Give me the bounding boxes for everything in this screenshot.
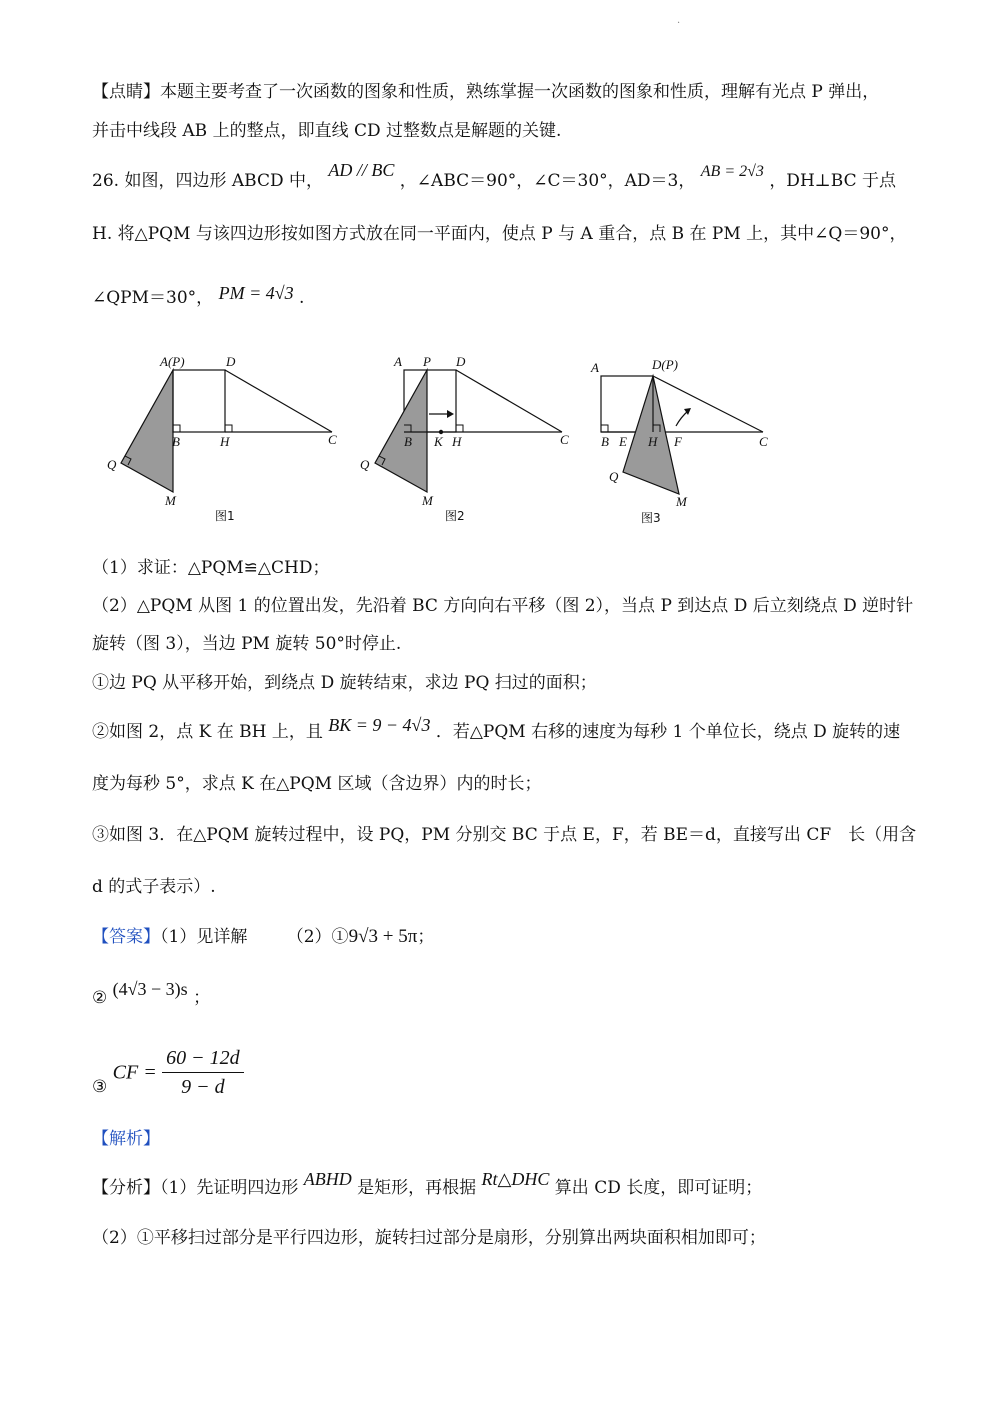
fig2-triangle-pqm: [375, 370, 427, 492]
problem-text-1c: ，DH⊥BC 于点: [769, 171, 896, 191]
analysis-rt-dhc: Rt△DHC: [481, 1169, 550, 1189]
fig1-label-h: H: [220, 434, 230, 449]
pm-value: PM = 4√3: [218, 283, 294, 303]
answer-3-lhs: CF =: [112, 1061, 157, 1084]
fig1-label-c: C: [328, 432, 337, 447]
question-2-line-2: 旋转（图 3），当边 PM 旋转 50°时停止.: [92, 634, 402, 654]
header-mark: ·: [677, 18, 681, 29]
fig1-label-b: B: [172, 434, 180, 449]
analysis-fx-tag: 【分析】: [92, 1178, 160, 1198]
problem-line-2: H. 将△PQM 与该四边形按如图方式放在同一平面内，使点 P 与 A 重合，点 B 在 PM 上，其中∠Q＝90°，: [92, 224, 907, 244]
analysis-abhd: ABHD: [303, 1169, 352, 1189]
problem-text-1a: 如图，四边形 ABCD 中，: [124, 171, 323, 191]
fig3-label-c: C: [759, 434, 768, 449]
fig3-right-angle-b: [601, 425, 608, 432]
subquestion-3-line-2: d 的式子表示）.: [92, 877, 216, 897]
analysis-fx-a: （1）先证明四边形: [160, 1178, 299, 1198]
problem-text-3a: ∠QPM＝30°，: [92, 288, 214, 308]
fig1-right-angle-b: [173, 425, 180, 432]
analysis-fx-c: 算出 CD 长度，即可证明；: [554, 1178, 763, 1198]
problem-text-3b: .: [299, 288, 305, 308]
figure-3: [590, 357, 768, 525]
fig2-label-p: P: [423, 354, 431, 369]
fig2-label-b: B: [404, 434, 412, 449]
analysis-line-1: [92, 1169, 763, 1198]
fig2-label-k: K: [434, 434, 443, 449]
fig2-line-dc: [456, 370, 562, 432]
analysis-tag: 【解析】: [92, 1129, 160, 1149]
answer-line-1: [92, 927, 434, 947]
analysis-fx-b: 是矩形，再根据: [357, 1178, 477, 1198]
fig2-label-h: H: [452, 434, 462, 449]
comment-tag: 【点睛】: [92, 82, 160, 102]
comment-line-2: 并击中线段 AB 上的整点，即直线 CD 过整数点是解题的关键.: [92, 121, 562, 141]
question-2-line-1: （2）△PQM 从图 1 的位置出发，先沿着 BC 方向向右平移（图 2），当点 P 到达点 D 后立刻绕点 D 逆时针: [92, 596, 914, 616]
fig1-label-ap: A(P): [160, 354, 185, 369]
fig1-right-angle-h: [225, 425, 232, 432]
fig2-arrow-head: [447, 410, 454, 418]
problem-text-1b: ，∠ABC＝90°，∠C＝30°，AD＝3，: [399, 171, 696, 191]
fig2-label-m: M: [422, 493, 433, 508]
figure-2: [360, 354, 569, 523]
figures-area: [90, 345, 910, 545]
fig1-label-q: Q: [107, 457, 117, 472]
fig3-label-a: A: [591, 360, 599, 375]
answer-2-value: (4√3 − 3)s: [112, 979, 188, 999]
subquestion-2-text-a: ②如图 2，点 K 在 BH 上，且: [92, 722, 323, 742]
subquestion-2-line-1: [92, 715, 901, 742]
bk-value: BK = 9 − 4√3: [328, 715, 431, 735]
fig2-label-d: D: [456, 354, 466, 369]
problem-number: 26.: [92, 171, 120, 191]
subquestion-2-line-2: 度为每秒 5°，求点 K 在△PQM 区域（含边界）内的时长；: [92, 774, 542, 794]
comment-text-1: 本题主要考查了一次函数的图象和性质，熟练掌握一次函数的图象和性质，理解有光点 P 弹出，: [160, 82, 880, 102]
answer-part-2-value: 9√3 + 5π: [348, 926, 418, 947]
answer-2-end: ；: [193, 988, 211, 1008]
answer-3-mark: ③: [92, 1077, 108, 1097]
fig3-rotate-arrow: [676, 411, 688, 426]
fig2-label-c: C: [560, 432, 569, 447]
ab-value: AB = 2√3: [700, 163, 764, 180]
fig1-triangle-pqm: [121, 370, 173, 492]
answer-2-mark: ②: [92, 988, 108, 1008]
answer-part-2-label: （2）①: [286, 927, 349, 947]
fig1-rect-abhd: [173, 370, 225, 432]
problem-line-3: [92, 283, 305, 308]
subquestion-3-line-1: ③如图 3．在△PQM 旋转过程中，设 PQ，PM 分别交 BC 于点 E，F，若 BE＝d，直接写出 CF 长（用含: [92, 825, 917, 845]
fig1-label-d: D: [226, 354, 236, 369]
subquestion-2-text-b: ．若△PQM 右移的速度为每秒 1 个单位长，绕点 D 旋转的速: [435, 722, 901, 742]
comment-line-1: [92, 82, 879, 102]
ad-parallel-bc: AD // BC: [328, 160, 395, 180]
answer-3-numerator: 60 − 12d: [162, 1046, 244, 1073]
fig3-label-b: B: [601, 434, 609, 449]
fig2-label-a: A: [394, 354, 402, 369]
fig3-label-e: E: [619, 434, 627, 449]
subquestion-1: ①边 PQ 从平移开始，到绕点 D 旋转结束，求边 PQ 扫过的面积；: [92, 673, 597, 693]
fig1-caption: 图1: [215, 509, 235, 523]
fig3-label-h: H: [648, 434, 658, 449]
fig2-right-angle-h: [456, 425, 463, 432]
answer-line-3: [92, 1046, 244, 1099]
fig1-line-dc: [225, 370, 332, 432]
fig3-line-dc: [653, 376, 763, 432]
figure-1: [107, 354, 337, 523]
answer-line-2: [92, 979, 211, 1008]
fig3-label-f: F: [674, 434, 682, 449]
question-1: （1）求证：△PQM≌△CHD；: [92, 558, 330, 578]
answer-3-fraction: [162, 1046, 244, 1099]
fig3-label-dp: D(P): [652, 357, 678, 372]
fig2-caption: 图2: [445, 509, 465, 523]
answer-part-2-end: ；: [417, 927, 435, 947]
fig2-label-q: Q: [360, 457, 370, 472]
answer-tag: 【答案】: [92, 927, 160, 947]
fig3-label-q: Q: [609, 469, 619, 484]
fig3-label-m: M: [676, 494, 687, 509]
analysis-line-2: （2）①平移扫过部分是平行四边形，旋转扫过部分是扇形，分别算出两块面积相加即可；: [92, 1228, 766, 1248]
problem-line-1: [92, 160, 896, 192]
answer-3-denominator: 9 − d: [181, 1076, 225, 1098]
fig3-caption: 图3: [641, 511, 661, 525]
fig1-label-m: M: [165, 493, 176, 508]
answer-part-1: （1）见详解: [160, 927, 248, 947]
